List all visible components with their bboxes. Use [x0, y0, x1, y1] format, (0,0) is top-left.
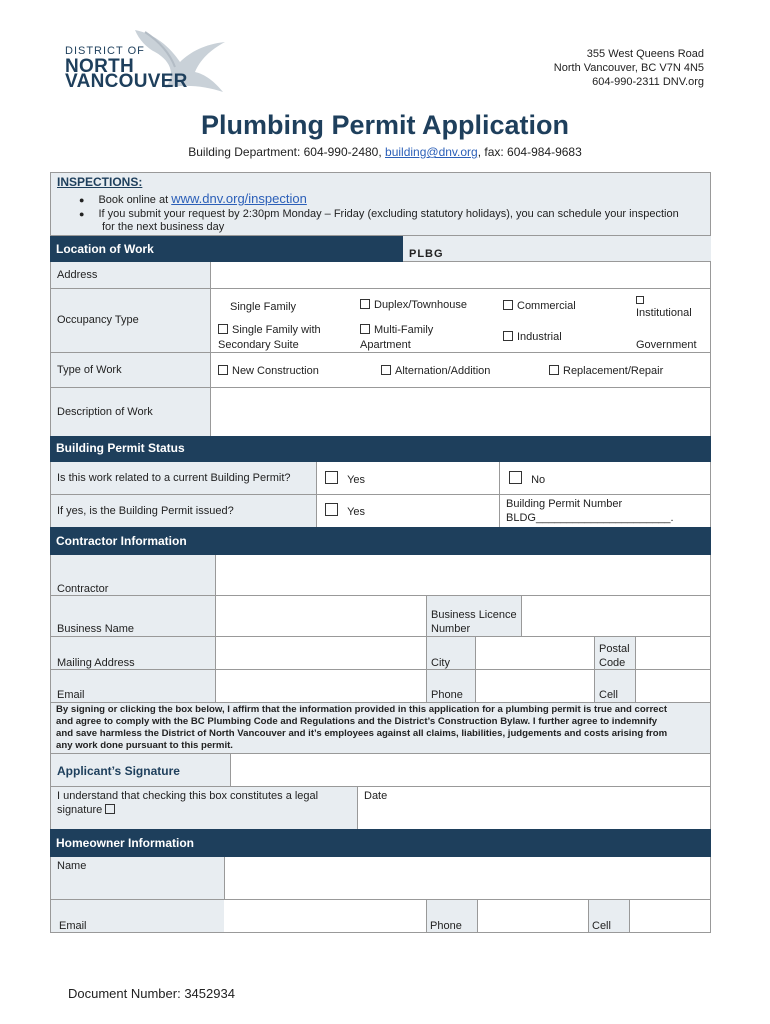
checkbox-icon[interactable] — [325, 471, 338, 484]
new-construction-label: New Construction — [232, 365, 319, 377]
postal-code-label-1: Postal — [599, 643, 630, 655]
contact-email-link[interactable]: building@dnv.org — [385, 145, 478, 159]
homeowner-phone-input[interactable] — [478, 900, 588, 932]
contractor-band-label: Contractor Information — [56, 534, 187, 548]
occupancy-institutional: Institutional — [636, 307, 692, 319]
checkbox-icon[interactable] — [503, 300, 513, 310]
inspection-link[interactable]: www.dnv.org/inspection — [171, 191, 307, 206]
date-label: Date — [364, 790, 388, 802]
understand-line-1: I understand that checking this box constitutes a legal — [57, 790, 319, 802]
replacement-label: Replacement/Repair — [563, 365, 664, 377]
permit-status-band-label: Building Permit Status — [56, 441, 185, 455]
contractor-phone-input[interactable] — [476, 670, 594, 702]
business-licence-label-1: Business Licence — [431, 609, 517, 621]
mailing-address-label: Mailing Address — [57, 657, 135, 669]
contractor-phone-label: Phone — [431, 689, 463, 701]
plbg-cell — [403, 236, 711, 262]
occupancy-government[interactable]: Government — [636, 339, 697, 351]
contractor-label: Contractor — [57, 583, 109, 595]
contractor-email-input[interactable] — [216, 670, 426, 702]
page-title: Plumbing Permit Application — [200, 110, 570, 140]
industrial-label: Industrial — [517, 331, 562, 343]
legal-line-3: and save harmless the District of North Vancouver and it’s employees against all claims, liabilities, judgements and costs arising from — [56, 728, 668, 739]
business-licence-label-2: Number — [431, 623, 471, 635]
address-line-2: North Vancouver, BC V7N 4N5 — [553, 62, 704, 74]
homeowner-band-label: Homeowner Information — [56, 836, 195, 850]
business-licence-input[interactable] — [522, 596, 710, 636]
permit-number-field[interactable]: BLDG______________________. — [506, 512, 674, 524]
city-input[interactable] — [476, 637, 594, 669]
signature-label: Applicant’s Signature — [57, 764, 180, 778]
address-line-3: 604-990-2311 DNV.org — [592, 76, 704, 88]
bullet2-line1: If you submit your request by 2:30pm Monday – Friday (excluding statutory holidays), you can schedule your inspection — [98, 208, 679, 220]
checkbox-icon[interactable] — [509, 471, 522, 484]
document-number: Document Number: 3452934 — [68, 986, 235, 1001]
location-band — [50, 236, 403, 262]
inspections-heading: INSPECTIONS: — [57, 175, 143, 189]
occupancy-single-suite-checkbox[interactable] — [218, 323, 321, 337]
business-name-label: Business Name — [57, 623, 135, 635]
legal-line-2: and agree to comply with the BC Plumbing Code and Regulations and the District’s Construction Bylaw. I further agree to indemnify — [56, 716, 658, 727]
checkbox-icon[interactable] — [218, 365, 228, 375]
permit-status-band — [50, 436, 711, 462]
homeowner-email-input[interactable] — [225, 900, 425, 932]
description-input[interactable] — [211, 388, 710, 436]
contractor-cell-input[interactable] — [636, 670, 710, 702]
contact-suffix: , fax: 604-984-9683 — [477, 145, 582, 159]
multi-label-2: Apartment — [360, 339, 411, 351]
new-construction-checkbox[interactable] — [218, 364, 319, 378]
checkbox-icon[interactable] — [360, 299, 370, 309]
contractor-input[interactable] — [216, 555, 710, 595]
logo-vancouver: VANCOUVER — [65, 71, 188, 92]
alteration-label: Alternation/Addition — [395, 365, 491, 377]
no-label: No — [531, 474, 546, 486]
contact-line — [0, 145, 770, 159]
inspection-bullet-2 — [79, 207, 679, 221]
homeowner-phone-label: Phone — [430, 920, 462, 932]
multi-label-1: Multi-Family — [374, 324, 434, 336]
checkbox-icon[interactable] — [549, 365, 559, 375]
homeowner-email-label: Email — [59, 920, 87, 932]
permit-q1-label: Is this work related to a current Building Permit? — [57, 472, 291, 484]
checkbox-icon[interactable] — [503, 331, 513, 341]
contact-prefix: Building Department: 604-990-2480, — [188, 145, 386, 159]
occupancy-single-family[interactable]: Single Family — [230, 301, 297, 313]
contractor-email-label: Email — [57, 689, 85, 701]
checkbox-icon[interactable] — [381, 365, 391, 375]
city-label: City — [431, 657, 450, 669]
date-input[interactable] — [358, 787, 710, 829]
address-input[interactable] — [211, 262, 710, 288]
homeowner-name-input[interactable] — [225, 857, 710, 899]
permit-q2-label: If yes, is the Building Permit issued? — [57, 505, 234, 517]
checkbox-icon[interactable] — [360, 324, 370, 334]
business-name-input[interactable] — [216, 596, 426, 636]
occupancy-commercial-checkbox[interactable] — [503, 299, 576, 313]
yes-label: Yes — [347, 474, 366, 486]
homeowner-cell-input[interactable] — [630, 900, 710, 932]
mailing-address-input[interactable] — [216, 637, 426, 669]
header-address — [554, 47, 704, 89]
permit-number-label: Building Permit Number — [506, 498, 623, 510]
single-suite-label-2: Secondary Suite — [218, 339, 299, 351]
logo-north: NORTH — [65, 56, 135, 77]
alteration-checkbox[interactable] — [381, 364, 490, 378]
understand-line-2 — [57, 803, 119, 817]
checkbox-icon[interactable] — [636, 296, 644, 304]
checkbox-icon[interactable] — [218, 324, 228, 334]
commercial-label: Commercial — [517, 300, 576, 312]
location-band-label: Location of Work — [56, 242, 154, 256]
institutional-checkbox[interactable] — [636, 294, 648, 306]
checkbox-icon[interactable] — [325, 503, 338, 516]
single-suite-label-1: Single Family with — [232, 324, 321, 336]
signature-input[interactable] — [231, 754, 710, 786]
homeowner-band — [50, 829, 711, 857]
contractor-cell-label: Cell — [599, 689, 618, 701]
inspection-bullet-2-cont: for the next business day — [102, 221, 225, 233]
logo-district-of: DISTRICT OF — [65, 45, 145, 57]
contractor-band — [50, 527, 711, 555]
occupancy-industrial-checkbox[interactable] — [503, 330, 562, 344]
permit-q1-no[interactable] — [509, 471, 545, 487]
permit-q1-yes[interactable] — [325, 471, 365, 487]
postal-code-label-2: Code — [599, 657, 626, 669]
occupancy-multi-checkbox[interactable] — [360, 323, 433, 337]
signature-checkbox[interactable] — [105, 804, 115, 814]
legal-line-4: any work done pursuant to this permit. — [56, 740, 233, 751]
address-line-1: 355 West Queens Road — [586, 48, 704, 60]
type-of-work-label: Type of Work — [57, 364, 122, 376]
inspections-box — [50, 172, 711, 236]
occupancy-label: Occupancy Type — [57, 314, 139, 326]
understand-signature-word: signature — [57, 804, 103, 816]
bullet-icon: ● — [79, 195, 85, 205]
yes-label: Yes — [347, 506, 366, 518]
duplex-label: Duplex/Townhouse — [374, 299, 467, 311]
description-label: Description of Work — [57, 406, 153, 418]
bullet1-prefix: Book online at — [98, 194, 172, 206]
postal-code-input[interactable] — [636, 637, 710, 669]
address-label: Address — [57, 269, 98, 281]
replacement-checkbox[interactable] — [549, 364, 663, 378]
permit-q2-yes[interactable] — [325, 503, 365, 519]
legal-line-1: By signing or clicking the box below, I affirm that the information provided in this application for a plumbing permit is true and correct — [56, 704, 668, 715]
plbg-code: PLBG — [409, 248, 444, 260]
homeowner-name-label: Name — [57, 860, 87, 872]
occupancy-duplex-checkbox[interactable] — [360, 298, 467, 312]
bullet-icon: ● — [79, 209, 85, 219]
homeowner-cell-label: Cell — [592, 920, 611, 932]
inspection-bullet-1 — [79, 192, 307, 207]
